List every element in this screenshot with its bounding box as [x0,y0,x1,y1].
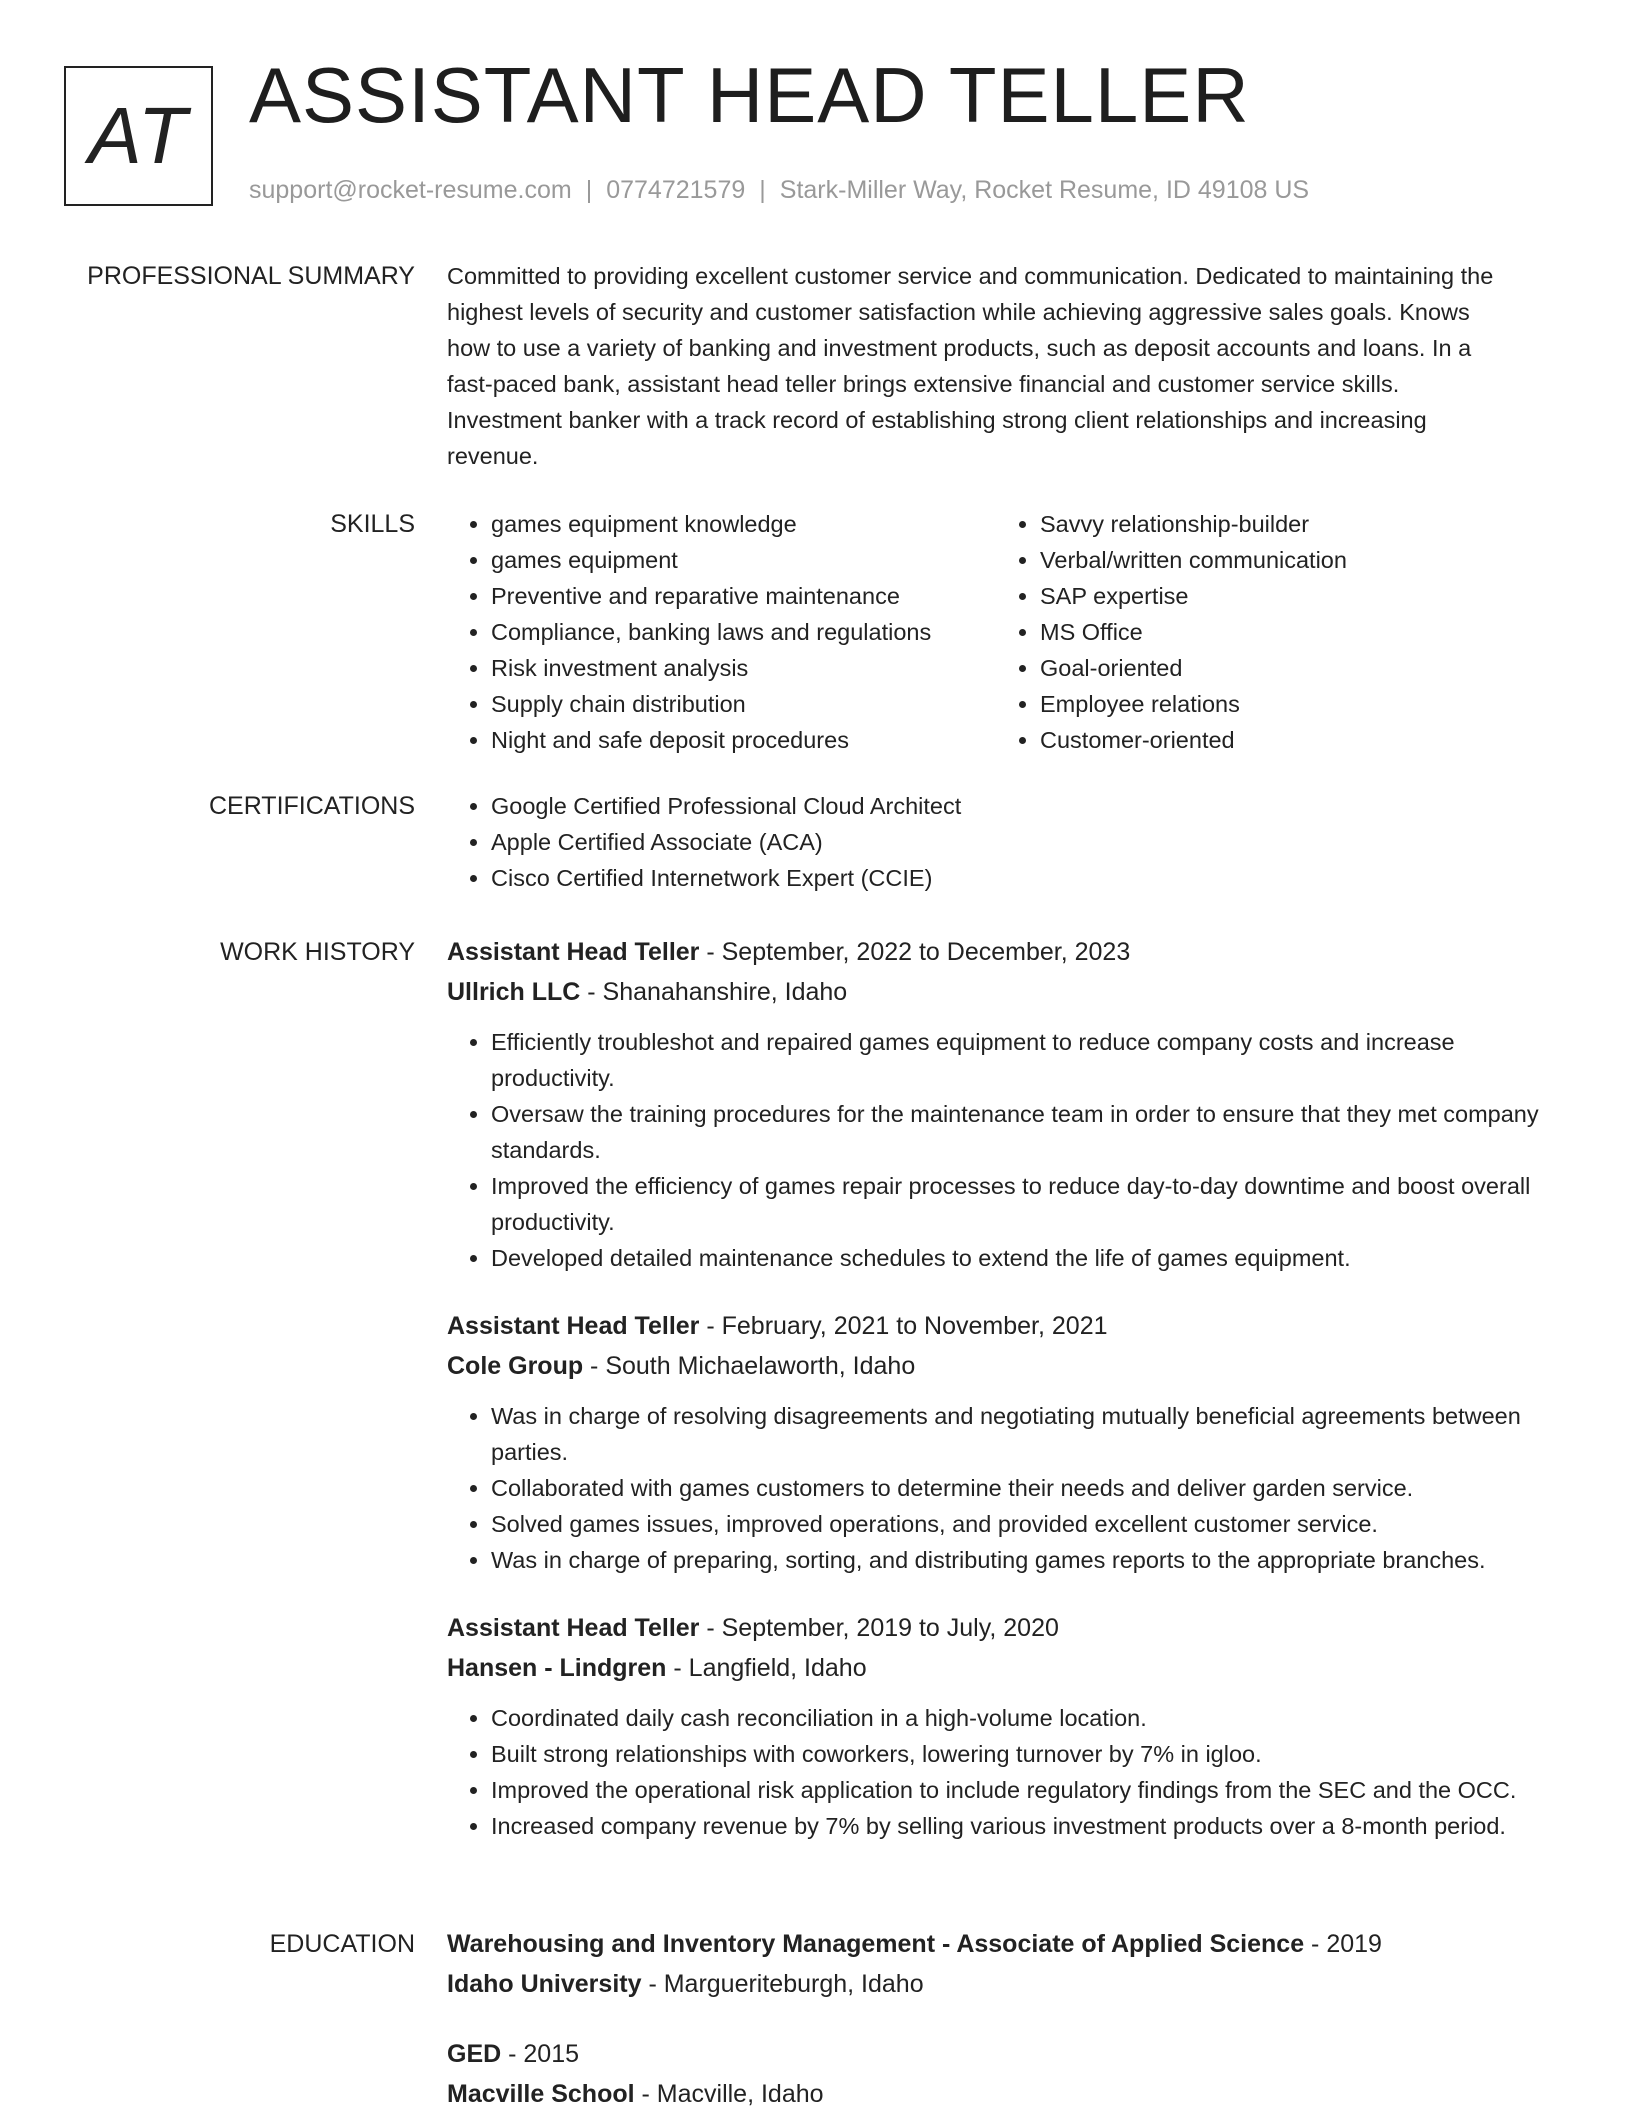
job-dates: - September, 2022 to December, 2023 [699,938,1131,966]
job-company-line [447,1346,1567,1386]
education-school: Macville School [447,2080,635,2108]
education-school-line [447,1964,1567,2004]
job-title-line [447,1608,1567,1648]
work-history-list [447,932,1567,1844]
job-title: Assistant Head Teller [447,1312,700,1340]
skill-item: • Goal-oriented [1040,650,1600,686]
education-school: Idaho University [447,1970,642,1998]
skill-item: • SAP expertise [1040,578,1600,614]
summary-line: highest levels of security and customer satisfaction while achieving aggressive sales goals. Knows [447,299,1470,325]
summary-line: revenue. [447,443,539,469]
education-degree-line [447,2034,1567,2074]
section-label-summary: PROFESSIONAL SUMMARY [87,262,415,290]
job-entry [447,1306,1567,1578]
job-bullet: • Improved the operational risk application to include regulatory findings from the SEC and the OCC. [491,1772,1567,1808]
job-bullet: • Was in charge of preparing, sorting, and distributing games reports to the appropriate branches. [491,1542,1567,1578]
skill-item: • Night and safe deposit procedures [491,722,996,758]
initials-monogram: AT [64,66,213,206]
education-entry [447,1924,1567,2004]
job-location: - Shanahanshire, Idaho [580,978,848,1006]
certification-item: • Google Certified Professional Cloud Architect [491,788,1567,824]
job-bullet: • Developed detailed maintenance schedules to extend the life of games equipment. [491,1240,1567,1276]
separator: | [759,176,766,204]
job-bullet: • Solved games issues, improved operations, and provided excellent customer service. [491,1506,1567,1542]
job-title: Assistant Head Teller [447,1614,700,1642]
contact-line [249,176,1309,205]
education-school-line [447,2074,1567,2114]
job-bullets [447,1700,1567,1844]
job-dates: - February, 2021 to November, 2021 [699,1312,1108,1340]
job-company: Hansen - Lindgren [447,1654,667,1682]
section-label-work-history: WORK HISTORY [220,938,415,966]
job-company: Ullrich LLC [447,978,581,1006]
skill-item: • Verbal/written communication [1040,542,1600,578]
education-year: - 2015 [501,2040,580,2068]
job-bullet: • Collaborated with games customers to determine their needs and deliver garden service. [491,1470,1567,1506]
address: Stark-Miller Way, Rocket Resume, ID 49108 US [779,176,1310,204]
section-label-education: EDUCATION [269,1930,415,1958]
education-degree: Warehousing and Inventory Management - Associate of Applied Science [447,1930,1305,1958]
job-bullets [447,1024,1567,1276]
separator: | [585,176,593,204]
job-bullet: • Efficiently troubleshot and repaired games equipment to reduce company costs and increase productivity. [491,1024,1567,1096]
certifications-list [447,788,1567,896]
skill-item: • Customer-oriented [1040,722,1600,758]
page-title: ASSISTANT HEAD TELLER [249,51,1250,139]
certification-item: • Apple Certified Associate (ACA) [491,824,1567,860]
job-bullet: • Was in charge of resolving disagreements and negotiating mutually beneficial agreements between parties. [491,1398,1567,1470]
skill-item: • Risk investment analysis [491,650,996,686]
education-year: - 2019 [1304,1930,1382,1958]
education-location: - Macville, Idaho [634,2080,824,2108]
skill-item: • MS Office [1040,614,1600,650]
section-label-certifications: CERTIFICATIONS [208,792,415,820]
job-bullet: • Increased company revenue by 7% by selling various investment products over a 8-month period. [491,1808,1567,1844]
summary-line: how to use a variety of banking and investment products, such as deposit accounts and loans. In a [447,335,1472,361]
job-location: - Langfield, Idaho [666,1654,867,1682]
job-company-line [447,972,1567,1012]
skills-column-2 [996,506,1600,758]
job-entry [447,932,1567,1276]
email-link[interactable]: support@rocket-resume.com [249,176,572,204]
summary-line: fast-paced bank, assistant head teller brings extensive financial and customer service skills. [447,371,1400,397]
education-degree-line [447,1924,1567,1964]
job-company: Cole Group [447,1352,584,1380]
job-bullets [447,1398,1567,1578]
job-title-line [447,932,1567,972]
job-title: Assistant Head Teller [447,938,700,966]
summary-text [447,258,1567,474]
phone-number: 0774721579 [606,176,746,204]
job-dates: - September, 2019 to July, 2020 [699,1614,1059,1642]
skill-item: • Compliance, banking laws and regulations [491,614,996,650]
job-bullet: • Oversaw the training procedures for the maintenance team in order to ensure that they met company standards. [491,1096,1567,1168]
skill-item: • games equipment [491,542,996,578]
skill-item: • Supply chain distribution [491,686,996,722]
skills-list [447,506,1567,758]
section-label-skills: SKILLS [330,510,415,538]
education-list [447,1924,1567,2114]
skill-item: • Preventive and reparative maintenance [491,578,996,614]
certification-item: • Cisco Certified Internetwork Expert (CCIE) [491,860,1567,896]
summary-line: Committed to providing excellent customer service and communication. Dedicated to maintaining the [447,263,1494,289]
skill-item: • games equipment knowledge [491,506,996,542]
job-location: - South Michaelaworth, Idaho [583,1352,916,1380]
job-title-line [447,1306,1567,1346]
education-degree: GED [447,2040,502,2068]
skill-item: • Savvy relationship-builder [1040,506,1600,542]
job-company-line [447,1648,1567,1688]
job-bullet: • Built strong relationships with coworkers, lowering turnover by 7% in igloo. [491,1736,1567,1772]
job-entry [447,1608,1567,1844]
summary-line: Investment banker with a track record of establishing strong client relationships and increasing [447,407,1427,433]
job-bullet: • Improved the efficiency of games repair processes to reduce day-to-day downtime and boost overall productivity. [491,1168,1567,1240]
education-entry [447,2034,1567,2114]
skill-item: • Employee relations [1040,686,1600,722]
skills-column-1 [447,506,996,758]
job-bullet: • Coordinated daily cash reconciliation in a high-volume location. [491,1700,1567,1736]
education-location: - Margueriteburgh, Idaho [641,1970,924,1998]
